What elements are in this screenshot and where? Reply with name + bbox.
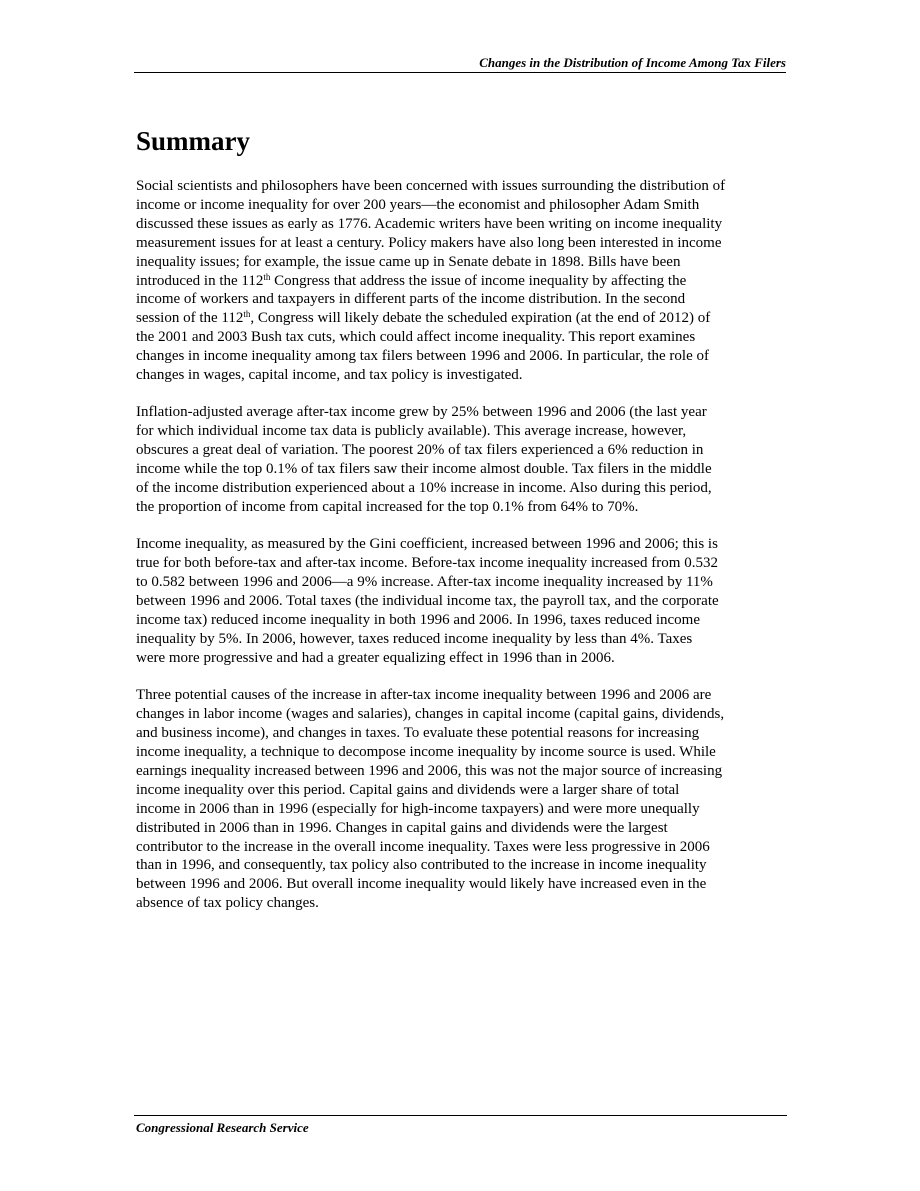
text-line: of the income distribution experienced about a 10% increase in income. Also during this period, <box>136 480 712 497</box>
text-run: introduced in the 112 <box>136 272 264 289</box>
text-run: session of the 112 <box>136 310 244 327</box>
text-line: were more progressive and had a greater equalizing effect in 1996 than in 2006. <box>136 649 615 666</box>
text-line: contributor to the increase in the overall income inequality. Taxes were less progressive in 2006 <box>136 838 710 855</box>
text-line: income tax) reduced income inequality in both 1996 and 2006. In 1996, taxes reduced income <box>136 612 701 629</box>
text-line: income in 2006 than in 1996 (especially for high-income taxpayers) and were more unequally <box>136 800 700 817</box>
text-run: , Congress will likely debate the scheduled expiration (at the end of 2012) of <box>250 310 711 327</box>
text-line: for which individual income tax data is publicly available). This average increase, however, <box>136 423 687 440</box>
running-footer: Congressional Research Service <box>136 1120 309 1135</box>
text-line: and business income), and changes in taxes. To evaluate these potential reasons for increasing <box>136 725 700 742</box>
summary-body <box>136 177 791 932</box>
text-line <box>136 272 791 291</box>
text-line: income of workers and taxpayers in different parts of the income distribution. In the second <box>136 291 686 308</box>
text-line: income while the top 0.1% of tax filers saw their income almost double. Tax filers in the middle <box>136 461 712 478</box>
text-run: Congress that address the issue of income inequality by affecting the <box>270 272 687 289</box>
text-line: Social scientists and philosophers have been concerned with issues surrounding the distribution of <box>136 178 726 194</box>
text-line: changes in wages, capital income, and tax policy is investigated. <box>136 367 523 384</box>
paragraph-2 <box>136 403 791 516</box>
text-line: measurement issues for at least a century. Policy makers have also long been interested in income <box>136 234 722 251</box>
ordinal-superscript: th <box>263 271 271 282</box>
paragraph-3 <box>136 535 791 667</box>
text-line: to 0.582 between 1996 and 2006—a 9% increase. After-tax income inequality increased by 11% <box>136 574 713 591</box>
text-line: true for both before-tax and after-tax income. Before-tax income inequality increased from 0.532 <box>136 555 718 572</box>
text-line: the proportion of income from capital increased for the top 0.1% from 64% to 70%. <box>136 499 639 515</box>
text-line: changes in labor income (wages and salaries), changes in capital income (capital gains, dividends, <box>136 706 725 723</box>
text-line: the 2001 and 2003 Bush tax cuts, which could affect income inequality. This report examines <box>136 329 696 346</box>
running-header: Changes in the Distribution of Income Among Tax Filers <box>134 55 786 73</box>
text-line: Income inequality, as measured by the Gini coefficient, increased between 1996 and 2006; this is <box>136 536 718 553</box>
ordinal-superscript: th <box>243 309 251 320</box>
text-line: income or income inequality for over 200 years—the economist and philosopher Adam Smith <box>136 196 700 213</box>
text-line: Inflation-adjusted average after-tax income grew by 25% between 1996 and 2006 (the last year <box>136 404 707 421</box>
text-line: income inequality over this period. Capital gains and dividends were a larger share of total <box>136 781 680 798</box>
section-heading: Summary <box>136 126 250 156</box>
text-line: between 1996 and 2006. But overall income inequality would likely have increased even in the <box>136 876 707 893</box>
paragraph-1 <box>136 177 791 385</box>
text-line: than in 1996, and consequently, tax policy also contributed to the increase in income inequality <box>136 857 707 874</box>
text-line: inequality issues; for example, the issue came up in Senate debate in 1898. Bills have been <box>136 253 681 270</box>
paragraph-4 <box>136 686 791 913</box>
text-line <box>136 309 791 328</box>
text-line: earnings inequality increased between 1996 and 2006, this was not the major source of increasing <box>136 762 723 779</box>
text-line: changes in income inequality among tax filers between 1996 and 2006. In particular, the role of <box>136 348 709 365</box>
text-line: distributed in 2006 than in 1996. Changes in capital gains and dividends were the largest <box>136 819 668 836</box>
text-line: obscures a great deal of variation. The poorest 20% of tax filers experienced a 6% reduction in <box>136 442 704 459</box>
text-line: income inequality, a technique to decompose income inequality by income source is used. While <box>136 743 716 760</box>
text-line: Three potential causes of the increase in after-tax income inequality between 1996 and 2006 are <box>136 687 712 704</box>
text-line: absence of tax policy changes. <box>136 895 319 912</box>
text-line: between 1996 and 2006. Total taxes (the individual income tax, the payroll tax, and the corporate <box>136 593 719 610</box>
text-line: discussed these issues as early as 1776. Academic writers have been writing on income inequality <box>136 215 723 232</box>
text-line: inequality by 5%. In 2006, however, taxes reduced income inequality by less than 4%. Taxes <box>136 630 693 647</box>
footer-divider <box>134 1115 787 1116</box>
